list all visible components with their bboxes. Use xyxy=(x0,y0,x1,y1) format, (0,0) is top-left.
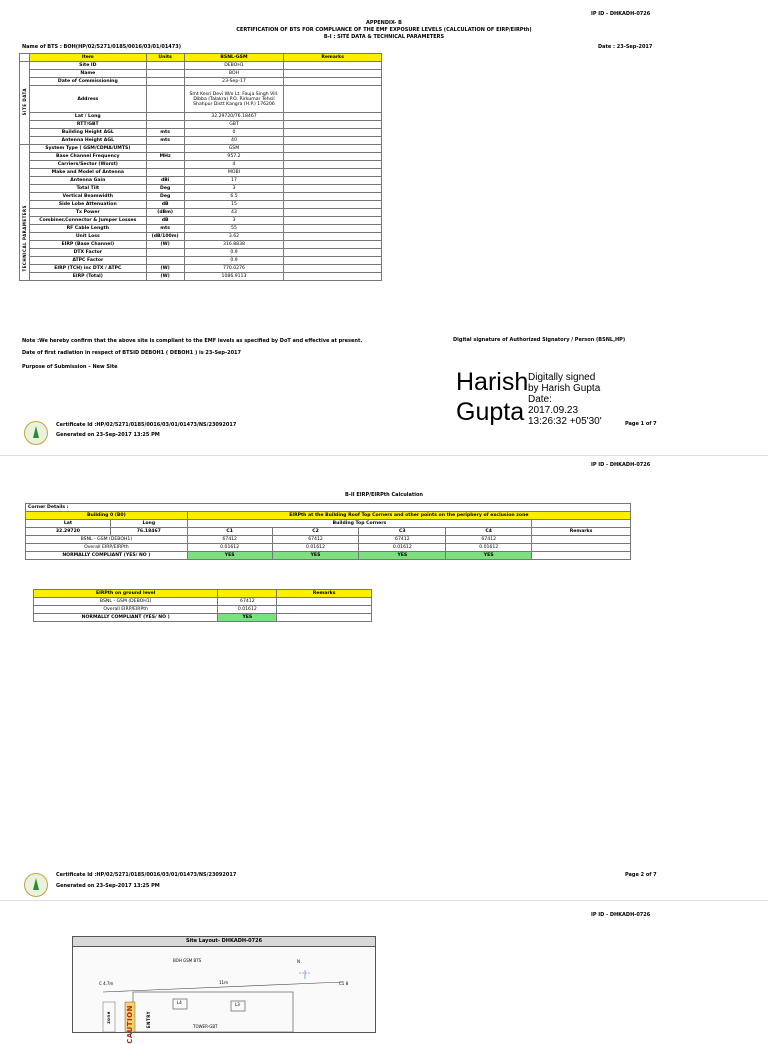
table-row xyxy=(20,249,382,257)
row-value: 0.9 xyxy=(184,249,284,257)
page-1 xyxy=(0,0,768,455)
row-item: EIRP (Total) xyxy=(29,273,146,281)
site-data-side-label: SITE DATA xyxy=(22,88,27,116)
generated-on: Generated on 23-Sep-2017 13:25 PM xyxy=(56,883,160,889)
corner-c1: C1 xyxy=(187,528,272,536)
row-value: 43 xyxy=(184,209,284,217)
table-row xyxy=(20,70,382,78)
section-title: B-I : SITE DATA & TECHNICAL PARAMETERS xyxy=(323,34,445,40)
row-remarks xyxy=(284,185,382,193)
header-item: Item xyxy=(29,54,146,62)
row-unit: dB xyxy=(146,201,184,209)
row-item: Base Channel Frequency xyxy=(29,153,146,161)
row-value: 15 xyxy=(184,201,284,209)
eirpth-header: EIRPth at the Building Roof Top Corners and other points on the periphery of exclusion zone xyxy=(187,512,630,520)
table-row xyxy=(20,62,382,70)
technical-parameters-side-label: TECHNICAL PARAMETERS xyxy=(22,205,27,272)
row-value: 770.0276 xyxy=(184,265,284,273)
long-label: Long xyxy=(110,520,187,528)
row-bsnl-gsm-c4: 67412 xyxy=(446,536,532,544)
ground-row-compliant-label: NORMALLY COMPLIANT (YES/ NO ) xyxy=(34,614,218,622)
label-l3: L3 xyxy=(235,1002,240,1007)
row-item: Combiner,Connector & Jumper Losses xyxy=(29,217,146,225)
table-row xyxy=(20,137,382,145)
signature-line-2: by Harish Gupta xyxy=(528,383,601,394)
row-unit: dBi xyxy=(146,177,184,185)
row-item: DTX Factor xyxy=(29,249,146,257)
row-unit: dB xyxy=(146,217,184,225)
row-value: 6.5 xyxy=(184,193,284,201)
header-units: Units xyxy=(146,54,184,62)
row-item: Make and Model of Antenna xyxy=(29,169,146,177)
appendix-label: APPENDIX- B xyxy=(366,20,402,26)
section-title: B-II EIRP/EIRPth Calculation xyxy=(345,492,423,498)
row-unit xyxy=(146,161,184,169)
row-unit: (W) xyxy=(146,241,184,249)
row-item: ATPC Factor xyxy=(29,257,146,265)
row-remarks xyxy=(284,177,382,185)
label-c4: C 4.7m xyxy=(99,981,114,986)
ip-id: IP ID - DHKADH-0726 xyxy=(591,912,651,918)
table-row xyxy=(20,113,382,121)
section-side-cell xyxy=(20,145,30,281)
row-item: RF Cable Length xyxy=(29,225,146,233)
building-label: Building 0 (B0) xyxy=(26,512,188,520)
row-remarks xyxy=(284,265,382,273)
row-unit xyxy=(146,86,184,113)
row-remarks xyxy=(284,273,382,281)
row-remarks xyxy=(284,169,382,177)
row-item: Antenna Gain xyxy=(29,177,146,185)
long-value: 76.18467 xyxy=(110,528,187,536)
site-layout-figure xyxy=(72,936,376,1044)
table-row xyxy=(20,177,382,185)
header-bsnl-gsm: BSNL-GSM xyxy=(184,54,284,62)
caution-sign: CAUTION xyxy=(126,1005,134,1044)
row-remarks xyxy=(284,153,382,161)
row-remarks xyxy=(284,233,382,241)
row-remarks xyxy=(284,257,382,265)
bts-name: Name of BTS : BOH(HP/02/5271/0185/0016/03/01/01473) xyxy=(22,44,182,50)
table-row xyxy=(20,209,382,217)
row-unit: mts xyxy=(146,129,184,137)
row-item: Name xyxy=(29,70,146,78)
table-row xyxy=(20,78,382,86)
row-compliant-c1: YES xyxy=(187,552,272,560)
lat-value: 32.29720 xyxy=(26,528,111,536)
row-bsnl-gsm-label: BSNL - GSM (DEBOH1) xyxy=(26,536,188,544)
row-item: Unit Loss xyxy=(29,233,146,241)
row-item: Antenna Height AGL xyxy=(29,137,146,145)
first-radiation-date: Date of first radiation in respect of BTSID DEBOH1 ( DEBOH1 ) is 23-Sep-2017 xyxy=(22,350,242,356)
row-unit: MHz xyxy=(146,153,184,161)
label-c1: C1 8 xyxy=(339,981,349,986)
row-remarks xyxy=(284,217,382,225)
row-remarks xyxy=(284,193,382,201)
row-value: 3.62 xyxy=(184,233,284,241)
row-bsnl-gsm-c1: 67412 xyxy=(187,536,272,544)
table-row xyxy=(20,161,382,169)
row-compliant-label: NORMALLY COMPLIANT (YES/ NO ) xyxy=(26,552,188,560)
row-bsnl-gsm-c2: 67412 xyxy=(272,536,359,544)
row-item: Side Lobe Attenuation xyxy=(29,201,146,209)
row-item: Site ID xyxy=(29,62,146,70)
table-row xyxy=(20,193,382,201)
signature-line-5: 13:26:32 +05'30' xyxy=(528,416,602,427)
row-value: 4 xyxy=(184,161,284,169)
table-row xyxy=(20,145,382,153)
row-remarks xyxy=(284,201,382,209)
certificate-id: Certificate Id :HP/02/5271/0185/0016/03/01/01473/NS/23092017 xyxy=(56,872,237,878)
ground-level-table xyxy=(33,589,372,622)
corner-c2: C2 xyxy=(272,528,359,536)
label-l4: L4 xyxy=(177,1000,182,1005)
row-value: 40 xyxy=(184,137,284,145)
row-remarks xyxy=(284,241,382,249)
row-remarks xyxy=(284,209,382,217)
section-side-cell xyxy=(20,62,30,145)
table-row xyxy=(20,185,382,193)
row-unit: (W) xyxy=(146,265,184,273)
label-zone: zone xyxy=(106,1011,111,1024)
row-value: GSM xyxy=(184,145,284,153)
row-item: EIRP (TCH) inc DTX / ATPC xyxy=(29,265,146,273)
table-row xyxy=(20,225,382,233)
table-row xyxy=(20,265,382,273)
signature-line-4: 2017.09.23 xyxy=(528,405,579,416)
remarks-label: Remarks xyxy=(532,528,631,536)
row-unit: mts xyxy=(146,137,184,145)
certificate-id: Certificate Id :HP/02/5271/0185/0016/03/01/01473/NS/23092017 xyxy=(56,422,237,428)
page-number: Page 1 of 7 xyxy=(625,421,657,427)
row-unit xyxy=(146,257,184,265)
row-value: 55 xyxy=(184,225,284,233)
row-value: 3 xyxy=(184,217,284,225)
row-value: DEBOH1 xyxy=(184,62,284,70)
bsnl-emblem-icon xyxy=(24,421,48,445)
corner-details-label: Corner Details : xyxy=(26,504,631,512)
site-data-table xyxy=(19,53,382,281)
signature-last-name: Gupta xyxy=(456,398,525,426)
row-bsnl-gsm-c3: 67412 xyxy=(359,536,446,544)
corner-details-table xyxy=(25,503,631,560)
row-value: GBT xyxy=(184,121,284,129)
row-compliant-c2: YES xyxy=(272,552,359,560)
row-item: Lat / Long xyxy=(29,113,146,121)
lat-label: Lat xyxy=(26,520,111,528)
row-item: Date of Commissioning xyxy=(29,78,146,86)
row-unit xyxy=(146,78,184,86)
ground-row-overall-label: Overall EIRP/EIRPth xyxy=(34,606,218,614)
row-overall-c2: 0.01612 xyxy=(272,544,359,552)
row-remarks xyxy=(284,70,382,78)
row-unit xyxy=(146,113,184,121)
bsnl-emblem-icon xyxy=(24,873,48,897)
signature-line-3: Date: xyxy=(528,394,552,405)
compliance-note: Note :We hereby confirm that the above site is compliant to the EMF levels as specified by DoT and effective at present. xyxy=(22,338,363,344)
row-remarks xyxy=(284,78,382,86)
label-distance: 11m xyxy=(219,980,228,985)
certification-title: CERTIFICATION OF BTS FOR COMPLIANCE OF THE EMF EXPOSURE LEVELS (CALCULATION OF EIRP/EIRPth) xyxy=(236,27,532,33)
purpose-of-submission: Purpose of Submission – New Site xyxy=(22,364,118,370)
ground-header: EIRPth on ground level xyxy=(34,590,218,598)
page-2 xyxy=(0,455,768,901)
row-unit xyxy=(146,169,184,177)
row-unit: (dB/100m) xyxy=(146,233,184,241)
header-remarks: Remarks xyxy=(284,54,382,62)
site-layout-title: Site Layout- DHKADH-0726 xyxy=(73,937,375,947)
building-top-corners-label: Building Top Corners xyxy=(187,520,531,528)
row-item: Vertical Beamwidth xyxy=(29,193,146,201)
row-compliant-c3: YES xyxy=(359,552,446,560)
row-unit: Deg xyxy=(146,185,184,193)
row-remarks xyxy=(284,129,382,137)
signature-line-1: Digitally signed xyxy=(528,372,596,383)
table-row xyxy=(20,233,382,241)
row-item: Total Tilt xyxy=(29,185,146,193)
table-row xyxy=(20,86,382,113)
table-row xyxy=(20,121,382,129)
row-remarks xyxy=(284,137,382,145)
label-entry: ENTRY xyxy=(146,1011,151,1029)
ip-id: IP ID - DHKADH-0726 xyxy=(591,462,651,468)
ground-row-bsnl-value: 67412 xyxy=(218,598,277,606)
row-item: Tx Power xyxy=(29,209,146,217)
corner-c4: C4 xyxy=(446,528,532,536)
row-remarks xyxy=(284,121,382,129)
corner-c3: C3 xyxy=(359,528,446,536)
row-unit xyxy=(146,121,184,129)
table-row xyxy=(20,273,382,281)
row-remarks xyxy=(284,113,382,121)
row-value: MOBI xyxy=(184,169,284,177)
label-north: N xyxy=(297,959,300,964)
row-value: BOH xyxy=(184,70,284,78)
ground-row-overall-value: 0.01612 xyxy=(218,606,277,614)
table-row xyxy=(20,257,382,265)
row-overall-c4: 0.01612 xyxy=(446,544,532,552)
label-bts: BOH GSM BTS xyxy=(173,958,202,963)
row-value: 17 xyxy=(184,177,284,185)
row-item: Address xyxy=(29,86,146,113)
row-remarks xyxy=(284,62,382,70)
row-remarks xyxy=(284,225,382,233)
row-compliant-c4: YES xyxy=(446,552,532,560)
row-unit: Deg xyxy=(146,193,184,201)
row-overall-label: Overall EIRP/EIRPth xyxy=(26,544,188,552)
row-value: 32.29720/76.18467 xyxy=(184,113,284,121)
row-item: EIRP (Base Channel) xyxy=(29,241,146,249)
row-unit xyxy=(146,62,184,70)
row-value: Smt Kesri Devi W/o Lt. Fauja Singh Vill. Dibba (Talakra) P.O. Rirkumar Tehsil Shahpur Distt Kangra (H.P.) 176206 xyxy=(184,86,284,113)
table-row xyxy=(20,217,382,225)
table-row xyxy=(20,129,382,137)
row-unit: mts xyxy=(146,225,184,233)
row-item: Carriers/Sector (Worst) xyxy=(29,161,146,169)
row-item: Building Height AGL xyxy=(29,129,146,137)
page-3 xyxy=(0,900,768,1044)
table-row xyxy=(20,169,382,177)
ip-id: IP ID - DHKADH-0726 xyxy=(591,11,651,17)
page-number: Page 2 of 7 xyxy=(625,872,657,878)
row-remarks xyxy=(284,145,382,153)
signature-first-name: Harish xyxy=(456,368,529,396)
ground-remarks-label: Remarks xyxy=(277,590,372,598)
table-row xyxy=(20,241,382,249)
row-overall-c1: 0.01612 xyxy=(187,544,272,552)
signature-block xyxy=(528,372,602,427)
row-value: 3 xyxy=(184,185,284,193)
row-value: 1086.9113 xyxy=(184,273,284,281)
ground-row-compliant-value: YES xyxy=(218,614,277,622)
row-unit xyxy=(146,249,184,257)
row-value: 957.2 xyxy=(184,153,284,161)
row-unit xyxy=(146,145,184,153)
row-remarks xyxy=(284,161,382,169)
row-value: 0.9 xyxy=(184,257,284,265)
row-overall-c3: 0.01612 xyxy=(359,544,446,552)
row-unit xyxy=(146,70,184,78)
row-remarks xyxy=(284,86,382,113)
label-tower: TOWER-GBT xyxy=(193,1024,218,1029)
row-remarks xyxy=(284,249,382,257)
document-date: Date : 23-Sep-2017 xyxy=(598,44,653,50)
row-item: System Type ( GSM/CDMA/UMTS) xyxy=(29,145,146,153)
row-value: 0 xyxy=(184,129,284,137)
table-row xyxy=(20,153,382,161)
row-unit: (W) xyxy=(146,273,184,281)
row-unit: (dBm) xyxy=(146,209,184,217)
row-item: RTT/GBT xyxy=(29,121,146,129)
table-row xyxy=(20,201,382,209)
generated-on: Generated on 23-Sep-2017 13:25 PM xyxy=(56,432,160,438)
ground-row-bsnl-label: BSNL - GSM (DEBOH1) xyxy=(34,598,218,606)
row-value: 316.8838 xyxy=(184,241,284,249)
digital-signature-label: Digital signature of Authorized Signatory / Person (BSNL,HP) xyxy=(453,337,626,343)
row-value: 23-Sep-17 xyxy=(184,78,284,86)
